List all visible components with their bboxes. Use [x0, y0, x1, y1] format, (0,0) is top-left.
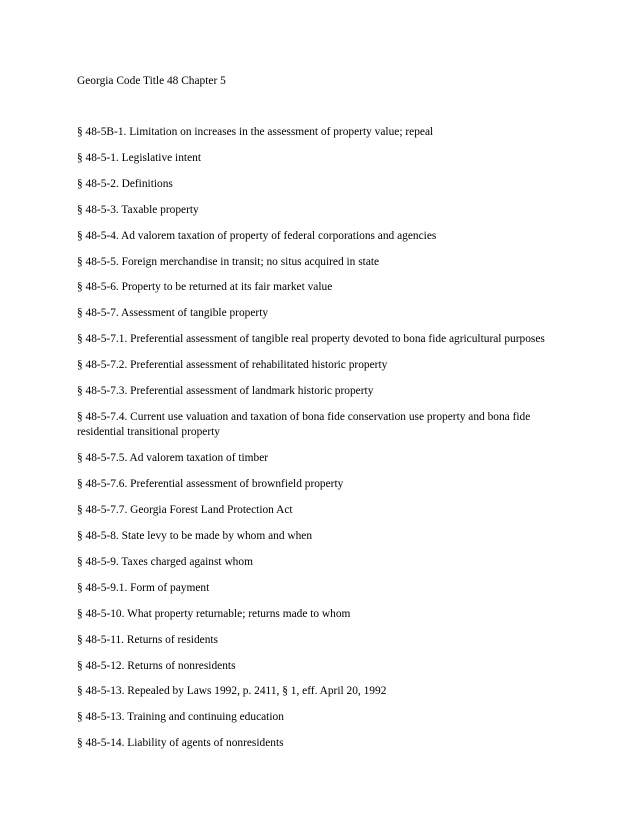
section-item: § 48-5-14. Liability of agents of nonresidents — [77, 737, 284, 750]
section-item: § 48-5-9. Taxes charged against whom — [77, 555, 253, 568]
section-item: § 48-5-7.5. Ad valorem taxation of timber — [77, 452, 269, 465]
section-item: § 48-5-11. Returns of residents — [77, 633, 218, 646]
section-item: § 48-5-5. Foreign merchandise in transit; no situs acquired in state — [77, 255, 380, 268]
section-item: § 48-5-9.1. Form of payment — [77, 581, 210, 594]
section-item: § 48-5-7.4. Current use valuation and taxation of bona fide conservation use property and bona fide residential transitional property — [77, 410, 531, 439]
section-item: § 48-5-7.1. Preferential assessment of tangible real property devoted to bona fide agricultural purposes — [77, 333, 545, 346]
section-item: § 48-5-10. What property returnable; returns made to whom — [77, 607, 351, 620]
section-item: § 48-5-3. Taxable property — [77, 203, 199, 216]
section-item: § 48-5-8. State levy to be made by whom and when — [77, 530, 313, 542]
section-item: § 48-5-12. Returns of nonresidents — [77, 659, 236, 672]
section-item: § 48-5-7.2. Preferential assessment of rehabilitated historic property — [77, 359, 388, 372]
section-item: § 48-5-7.6. Preferential assessment of brownfield property — [77, 478, 344, 491]
section-list — [77, 125, 557, 762]
section-item: § 48-5-7. Assessment of tangible property — [77, 307, 269, 320]
section-item: § 48-5-1. Legislative intent — [77, 151, 202, 164]
section-item: § 48-5-2. Definitions — [77, 177, 173, 190]
section-item: § 48-5-4. Ad valorem taxation of property of federal corporations and agencies — [77, 229, 437, 242]
section-item: § 48-5-13. Repealed by Laws 1992, p. 2411, § 1, eff. April 20, 1992 — [77, 685, 387, 698]
section-item: § 48-5-7.7. Georgia Forest Land Protection Act — [77, 504, 293, 517]
document-title: Georgia Code Title 48 Chapter 5 — [77, 75, 226, 87]
section-item: § 48-5B-1. Limitation on increases in the assessment of property value; repeal — [77, 126, 434, 138]
section-item: § 48-5-13. Training and continuing education — [77, 711, 284, 724]
section-item: § 48-5-6. Property to be returned at its fair market value — [77, 281, 333, 294]
section-item: § 48-5-7.3. Preferential assessment of landmark historic property — [77, 385, 374, 398]
